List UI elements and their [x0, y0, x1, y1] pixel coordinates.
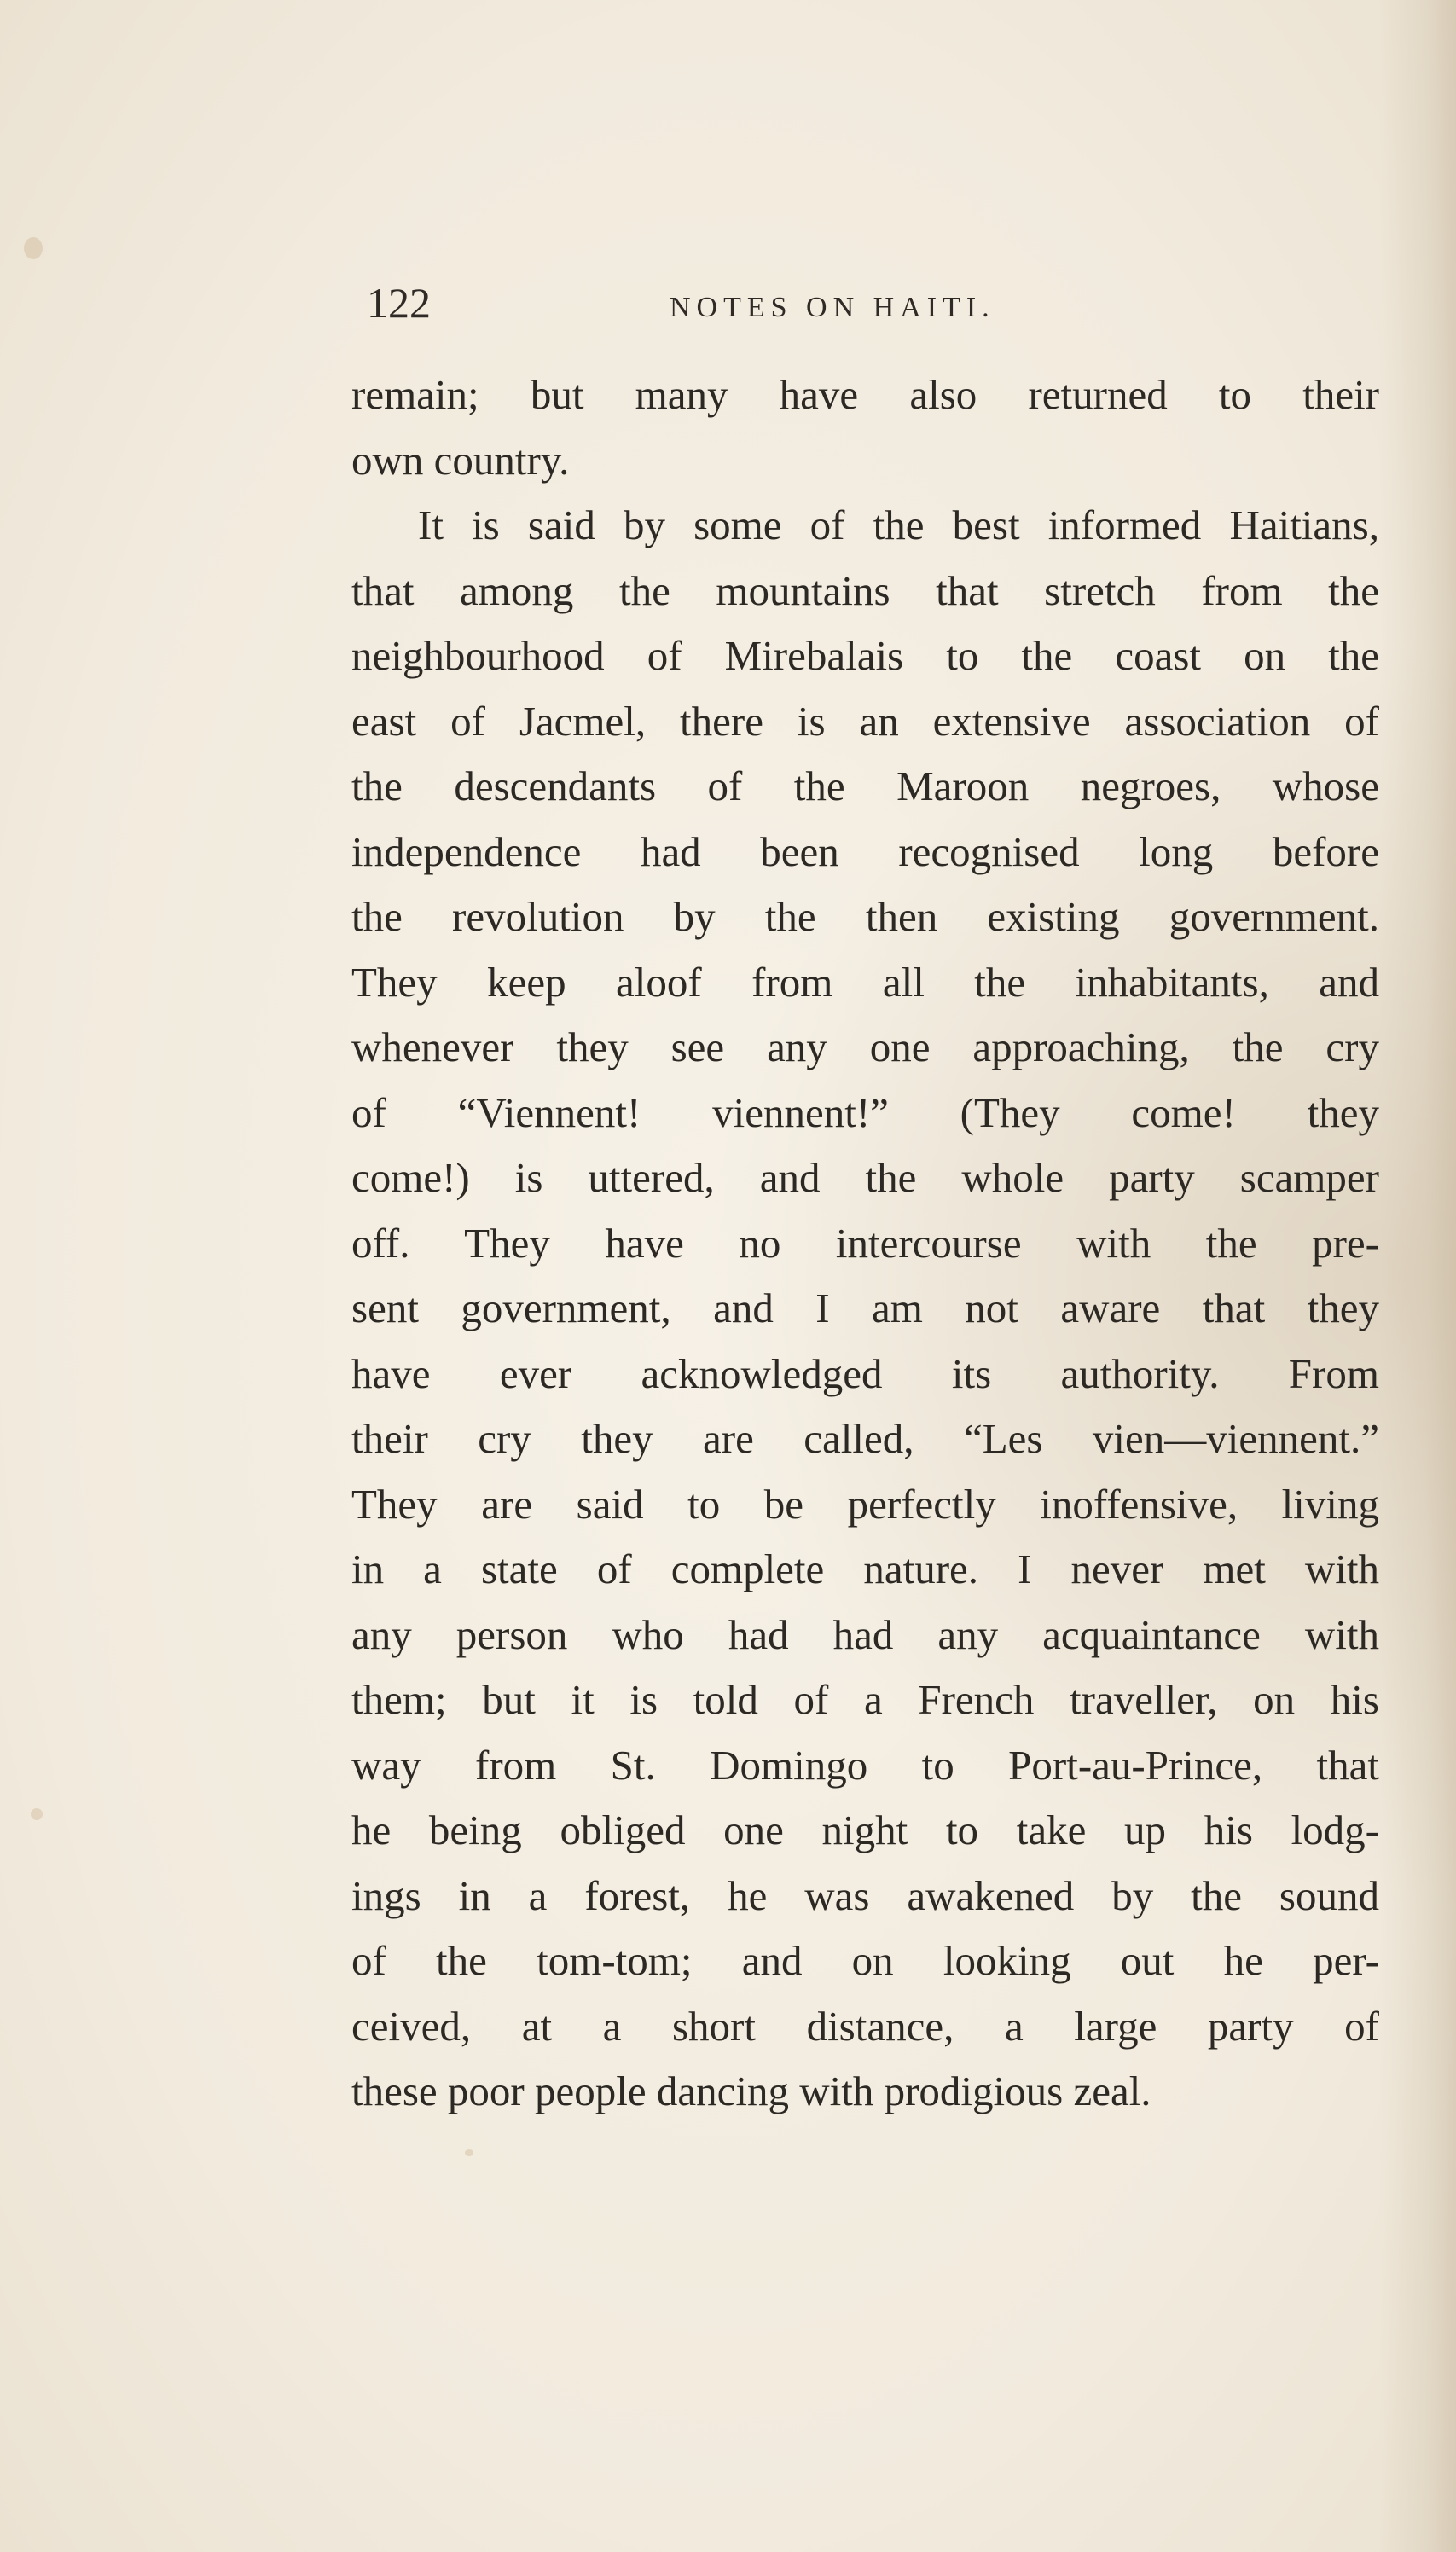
text-line: They keep aloof from all the inhabitants, and [351, 958, 1379, 1006]
foxing-spot [31, 1808, 43, 1820]
running-head-title: NOTES ON HAITI. [670, 292, 995, 323]
foxing-spot [24, 237, 43, 259]
text-line: their cry they are called, “Les vien—viennent.” [351, 1415, 1379, 1462]
text-line: remain; but many have also returned to their [351, 371, 1379, 418]
text-line: off. They have no intercourse with the pre- [351, 1219, 1379, 1267]
foxing-spot [465, 2149, 473, 2156]
text-line: he being obliged one night to take up his lodg- [351, 1807, 1379, 1853]
body-text [351, 362, 1379, 2125]
text-line: the descendants of the Maroon negroes, whose [351, 763, 1379, 809]
text-line: ceived, at a short distance, a large party of [351, 2002, 1379, 2050]
text-line: It is said by some of the best informed Haitians, [418, 502, 1379, 548]
text-line: whenever they see any one approaching, the cry [351, 1024, 1379, 1070]
page-edge-shadow [1379, 0, 1456, 2552]
text-line: them; but it is told of a French traveller, on his [351, 1676, 1379, 1723]
text-line: east of Jacmel, there is an extensive association of [351, 697, 1379, 745]
text-line: have ever acknowledged its authority. From [351, 1349, 1379, 1397]
text-line: of “Viennent! viennent!” (They come! they [351, 1088, 1379, 1136]
text-line: sent government, and I am not aware that they [351, 1285, 1379, 1331]
text-line: independence had been recognised long before [351, 827, 1379, 875]
text-line: any person who had had any acquaintance with [351, 1610, 1379, 1658]
text-line: come!) is uttered, and the whole party scamper [351, 1154, 1379, 1201]
text-line: ings in a forest, he was awakened by the sound [351, 1871, 1379, 1919]
text-line: that among the mountains that stretch from the [351, 566, 1379, 614]
running-head [367, 273, 1390, 333]
text-line: in a state of complete nature. I never met with [351, 1546, 1379, 1592]
text-line: of the tom-tom; and on looking out he per- [351, 1937, 1379, 1984]
text-line: way from St. Domingo to Port-au-Prince, that [351, 1741, 1379, 1789]
page-number: 122 [367, 279, 431, 327]
text-line: these poor people dancing with prodigious zeal. [351, 2068, 1151, 2114]
text-line: the revolution by the then existing government. [351, 893, 1379, 940]
text-line: They are said to be perfectly inoffensive, living [351, 1480, 1379, 1528]
text-line: own country. [351, 436, 570, 484]
text-line: neighbourhood of Mirebalais to the coast on the [351, 632, 1379, 679]
